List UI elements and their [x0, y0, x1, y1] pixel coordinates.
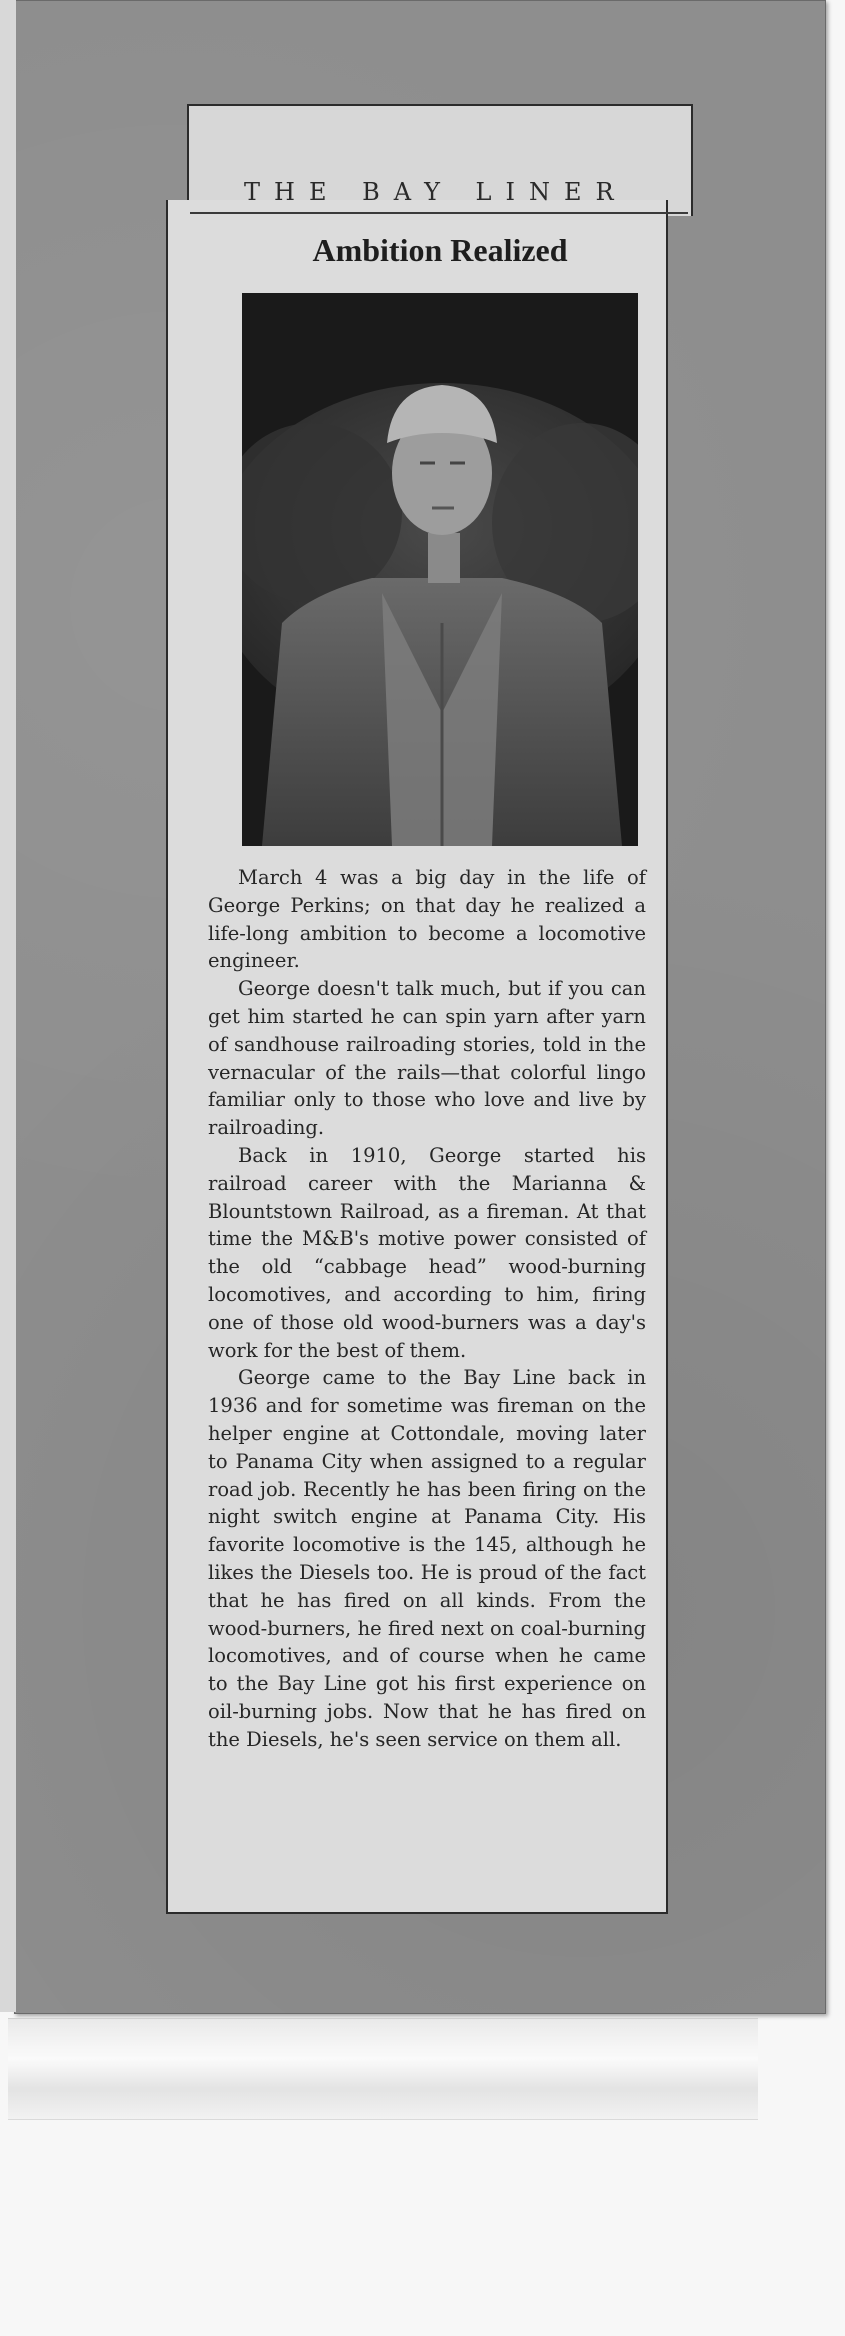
paragraph: George came to the Bay Line back in 1936 and for sometime was fireman on the helper engine at Cottondale, moving later to Panama City when assigned to a regular road job. Recently he has been firing on the night switch engine at Panama City. His favorite locomotive is the 145, although he likes the Diesels too. He is proud of the fact that he has fired on all kinds. From the wood-burners, he fired next on coal-burning locomotives, and of course when he came to the Bay Line got his first experience on oil-burning jobs. Now that he has fired on the Diesels, he's seen service on them all. — [208, 1366, 646, 1751]
page-edge — [0, 0, 16, 2012]
publication-name: THE BAY LINER — [244, 178, 628, 206]
adhesive-tape — [8, 2018, 758, 2120]
paragraph: George doesn't talk much, but if you can get him started he can spin yarn after yarn of sandhouse railroading stories, told in the vernacular of the rails—that colorful lingo familiar only to those who love and live by railroading. — [208, 977, 646, 1140]
neck — [428, 533, 460, 583]
article-body — [208, 864, 646, 1754]
paragraph: Back in 1910, George started his railroad career with the Marianna & Blountstown Railroad, as a fireman. At that time the M&B's motive power consisted of the old “cabbage head” wood-burning locomotives, and according to him, firing one of those old wood-burners was a day's work for the best of them. — [208, 1143, 646, 1362]
paragraph: March 4 was a big day in the life of George Perkins; on that day he realized a life-long ambition to become a locomotive engineer. — [208, 866, 646, 973]
article-headline: Ambition Realized — [312, 232, 568, 268]
portrait-photo — [242, 293, 638, 846]
portrait-image — [242, 293, 638, 846]
